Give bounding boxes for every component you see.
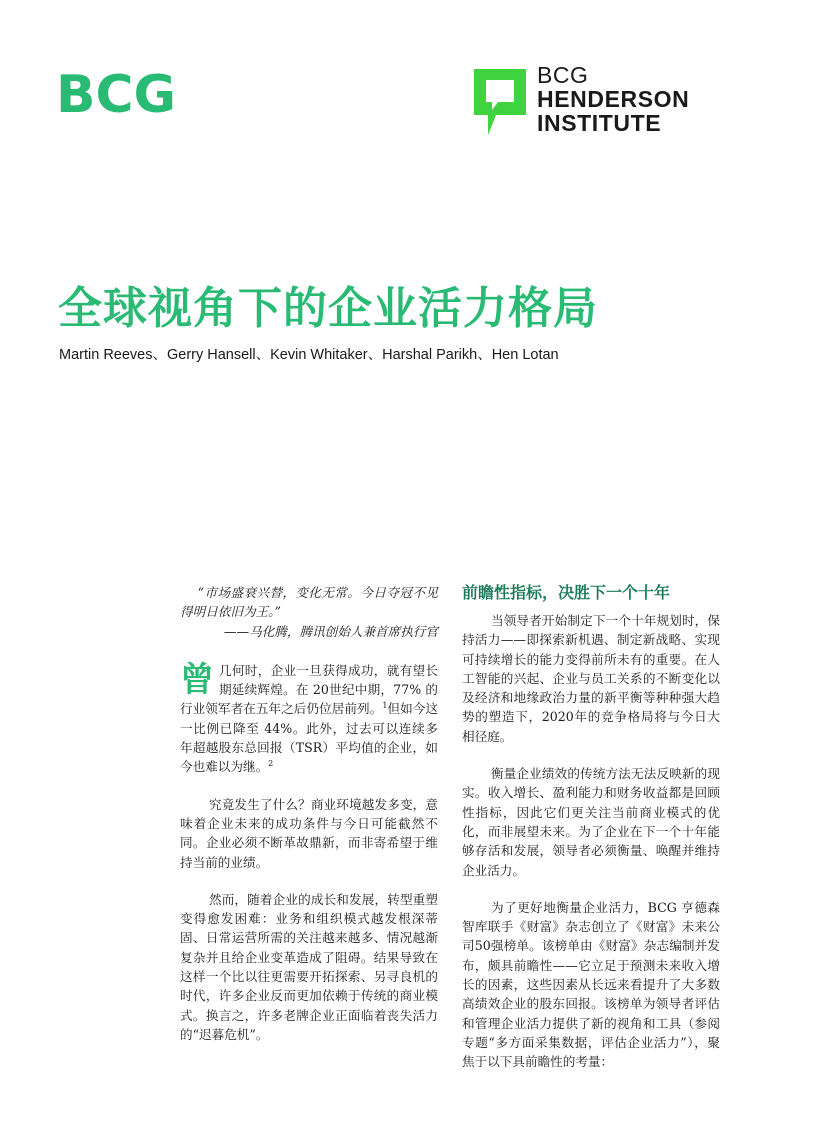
lead-text-part-2: 但如今这一比例已降至 44%。此外，过去可以连续多年超越股东总回报（TSR）平均值的企业，如今也难以为继。 — [180, 701, 439, 775]
lead-text-part-1: 几何时，企业一旦获得成功，就有望长期延续辉煌。在 20世纪中期，77% 的行业领军者在五年之后仍位居前列。 — [180, 662, 438, 717]
footnote-ref-2: 2 — [268, 759, 274, 769]
epigraph — [180, 583, 438, 641]
footnote-ref-1: 1 — [382, 701, 388, 711]
body-paragraph: 当领导者开始制定下一个十年规划时，保持活力——即探索新机遇、制定新战略、实现可持续增长的能力变得前所未有的重要。在人工智能的兴起、企业与员工关系的不断变化以及经济和地缘政治力量的新平衡等种种强大趋势的塑造下，2020年的竞争格局将与今日大相径庭。 — [462, 613, 720, 744]
epigraph-text: “市场盛衰兴替，变化无常。今日夺冠不见得明日依旧为王。” — [180, 585, 438, 620]
institute-line-2: HENDERSON — [537, 86, 690, 112]
lead-paragraph — [180, 661, 438, 777]
body-paragraph: 为了更好地衡量企业活力，BCG 亨德森智库联手《财富》杂志创立了《财富》未来公司50强榜单。该榜单由《财富》杂志编制并发布，颇具前瞻性——它立足于预测未来收入增长的因素，这些因素从长远来看提升了大多数高绩效企业的股东回报。该榜单为领导者评估和管理企业活力提供了新的视角和工具（参阅专题“多方面采集数据，评估企业活力”），聚焦于以下具前瞻性的考量： — [462, 899, 720, 1070]
section-heading: 前瞻性指标，决胜下一个十年 — [462, 583, 671, 602]
body-paragraph: 然而，随着企业的成长和发展，转型重塑变得愈发困难：业务和组织模式越发根深蒂固、日常运营所需的关注越来越多、情况越渐复杂并且给企业变革造成了阻碍。结果导致在这样一个比以往更需要开拓探索、另寻良机的时代，许多企业反而更加依赖于传统的商业模式。换言之，许多老牌企业正面临着丧失活力的“迟暮危机”。 — [180, 891, 438, 1042]
body-paragraph: 究竟发生了什么？商业环境越发多变，意味着企业未来的成功条件与今日可能截然不同。企业必须不断革故鼎新，而非寄希望于维持当前的业绩。 — [180, 796, 438, 870]
bcg-logo — [56, 66, 176, 116]
svg-text:BCG: BCG — [56, 66, 176, 116]
epigraph-attribution: ——马化腾，腾讯创始人兼首席执行官 — [223, 623, 438, 639]
drop-cap: 曾 — [180, 659, 214, 700]
left-column — [180, 583, 438, 1062]
right-column — [462, 583, 720, 1090]
body-paragraph: 衡量企业绩效的传统方法无法反映新的现实。收入增长、盈利能力和财务收益都是回顾性指标，因此它们更关注当前商业模式的优化，而非展望未来。为了企业在下一个十年能够存活和发展，领导者必须衡量、唤醒并维持企业活力。 — [462, 766, 720, 878]
article-title: 全球视角下的企业活力格局 — [58, 283, 598, 334]
article-authors: Martin Reeves、Gerry Hansell、Kevin Whitaker、Harshal Parikh、Hen Lotan — [59, 347, 559, 363]
henderson-institute-wordmark — [537, 64, 689, 135]
henderson-institute-logo-mark — [474, 69, 526, 135]
institute-line-3: INSTITUTE — [537, 110, 662, 136]
institute-line-1: BCG — [537, 62, 589, 88]
